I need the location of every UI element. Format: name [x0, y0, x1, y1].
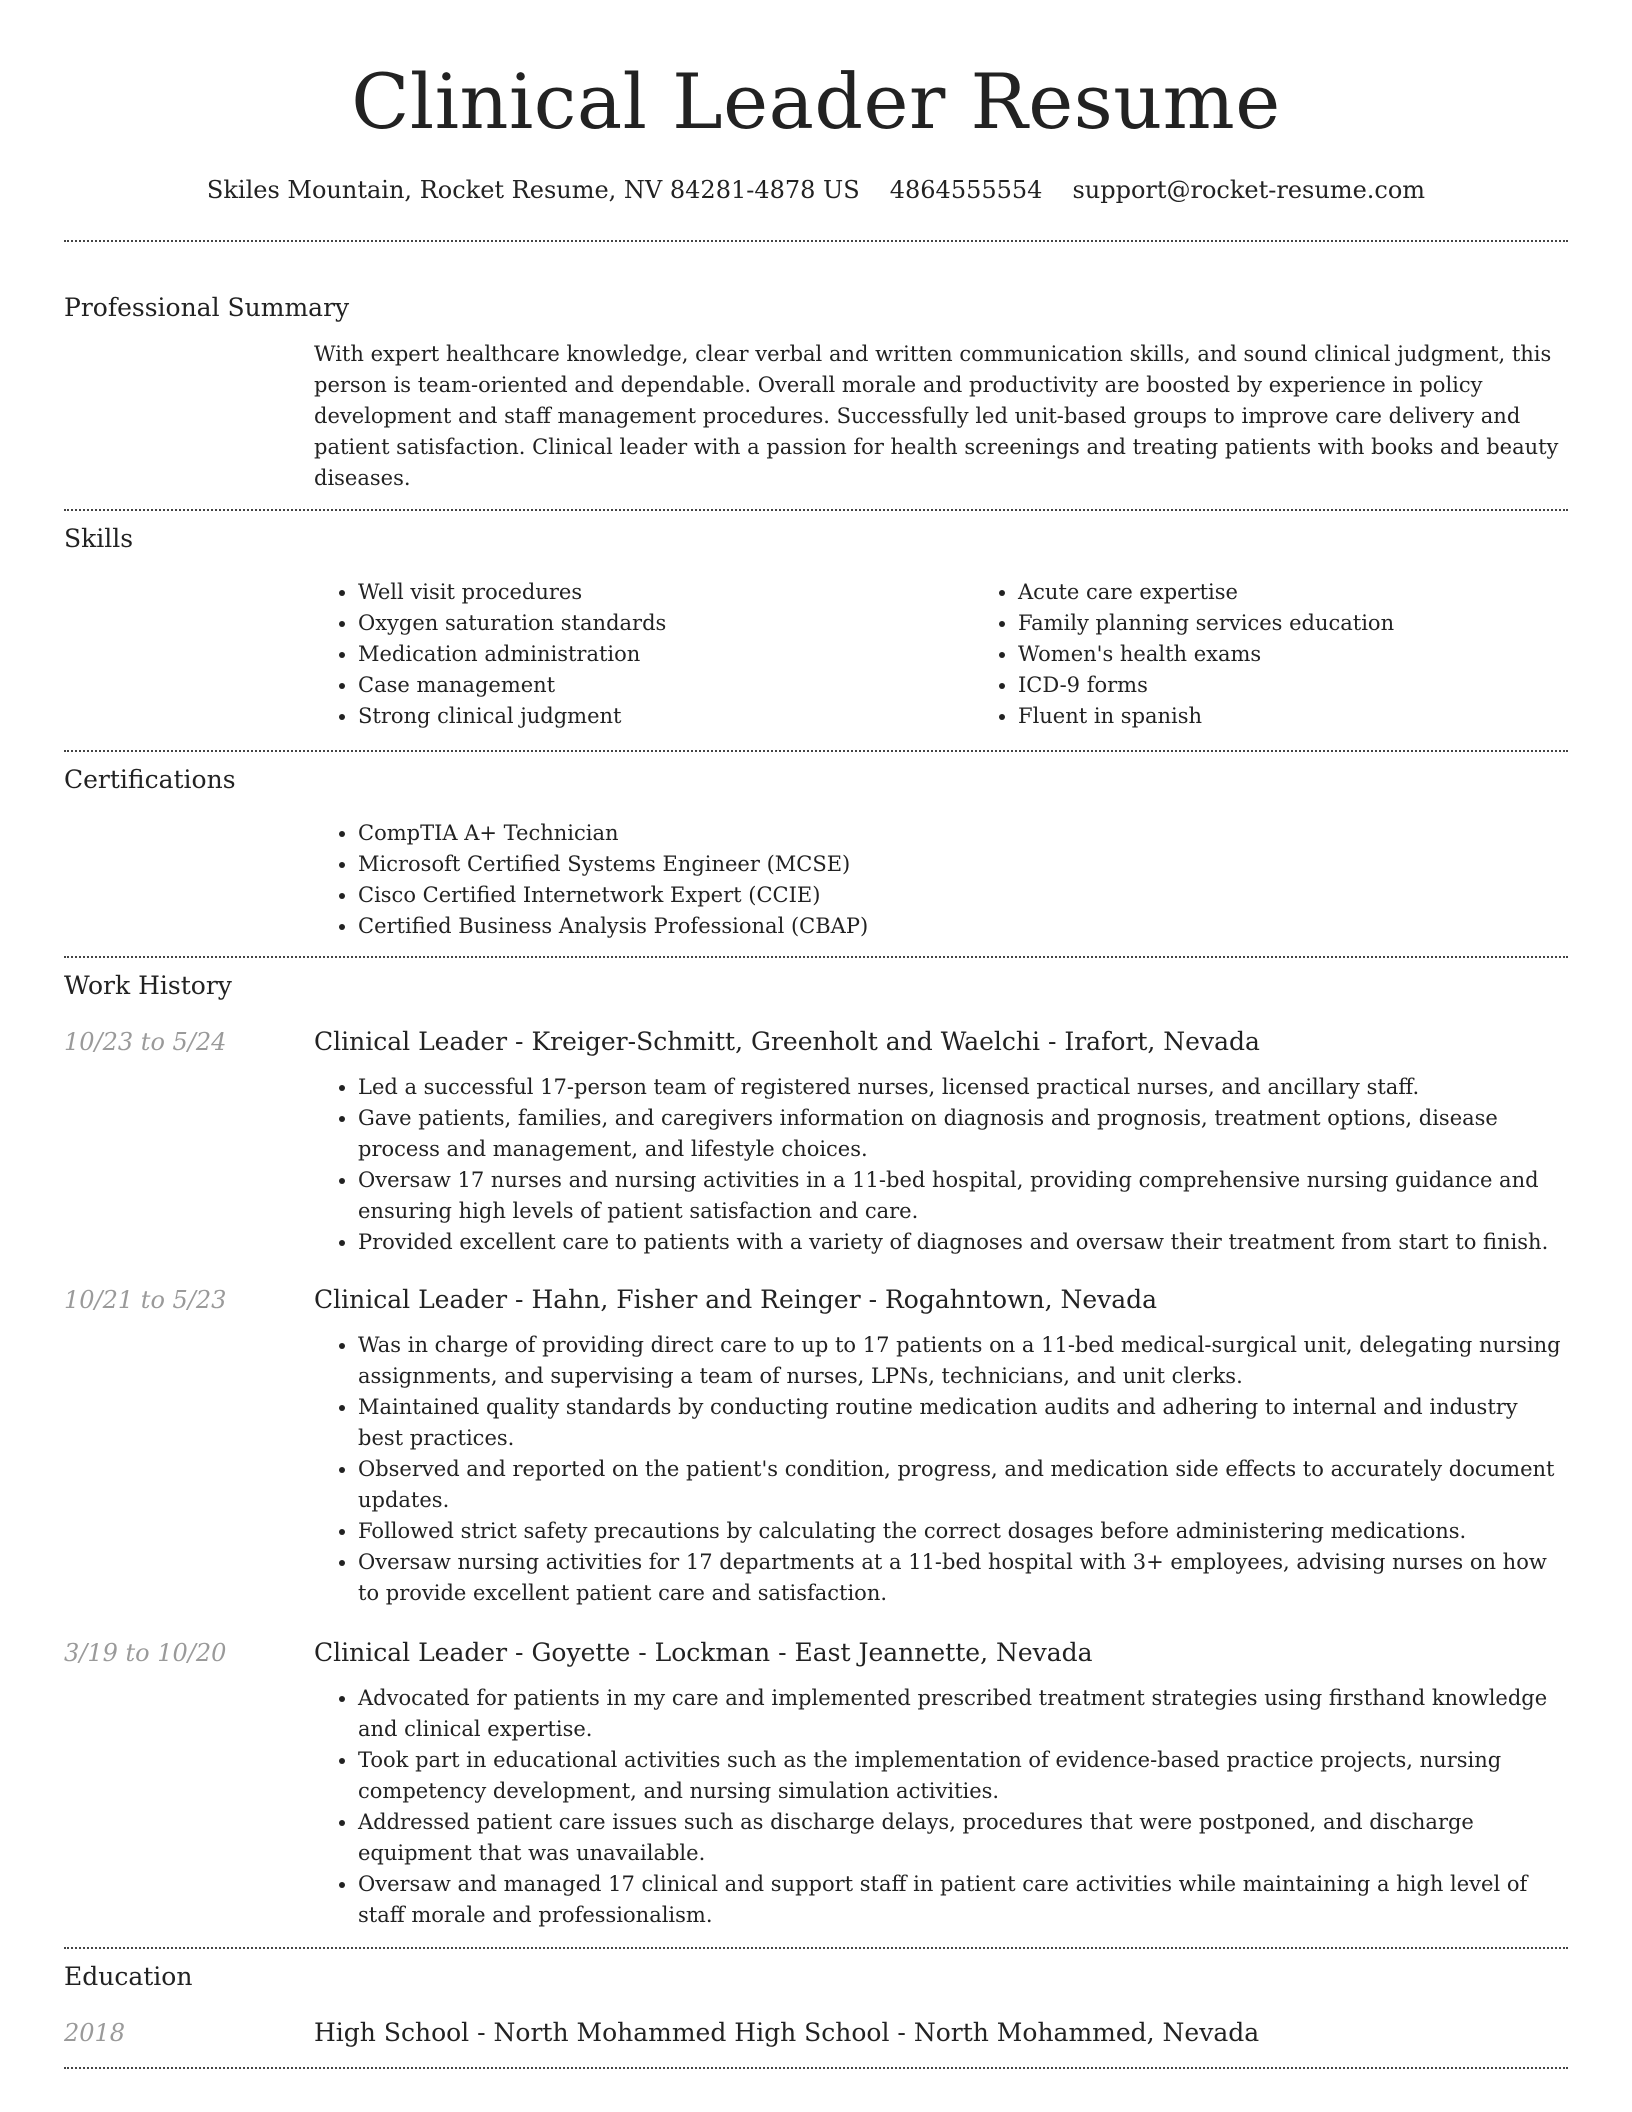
- job-bullet: • Oversaw and managed 17 clinical and support staff in patient care activities while maintaining a high level of staff morale and professionalism.: [358, 1869, 1568, 1931]
- certifications-body: [314, 818, 1568, 942]
- job-bullet: • Provided excellent care to patients with a variety of diagnoses and oversaw their treatment from start to finish.: [358, 1227, 1568, 1258]
- job-date: 3/19 to 10/20: [64, 1639, 227, 1667]
- work-history-section: [64, 958, 1568, 1931]
- certification-item: • Certified Business Analysis Professional (CBAP): [358, 911, 1568, 942]
- skills-list-right: [974, 577, 1632, 732]
- certifications-section: [64, 752, 1568, 942]
- skill-item: • Well visit procedures: [358, 577, 974, 608]
- job-title: Clinical Leader - Hahn, Fisher and Reinger - Rogahntown, Nevada: [314, 1285, 1158, 1314]
- job-date: 10/23 to 5/24: [64, 1028, 227, 1056]
- skills-list-left: [314, 577, 974, 732]
- job-bullets: [314, 1683, 1568, 1931]
- education-entry: [64, 2017, 1568, 2049]
- job-bullet: • Oversaw nursing activities for 17 departments at a 11-bed hospital with 3+ employees, advising nurses on how to provide excellent patient care and satisfaction.: [358, 1547, 1568, 1609]
- contact-email: support@rocket-resume.com: [1072, 176, 1426, 204]
- job-bullet: • Led a successful 17-person team of registered nurses, licensed practical nurses, and ancillary staff.: [358, 1072, 1568, 1103]
- job-date: 10/21 to 5/23: [64, 1286, 227, 1314]
- job-header: [64, 1284, 1568, 1316]
- divider: [64, 2067, 1568, 2069]
- job-bullets: [314, 1330, 1568, 1609]
- skill-item: • Medication administration: [358, 639, 974, 670]
- job-title: Clinical Leader - Kreiger-Schmitt, Greenholt and Waelchi - Irafort, Nevada: [314, 1027, 1260, 1056]
- contact-phone: 4864555554: [889, 176, 1043, 204]
- summary-text: With expert healthcare knowledge, clear verbal and written communication skills, and sound clinical judgment, this person is team-oriented and dependable. Overall morale and productivity are boosted by experience in policy development and staff management procedures. Successfully led unit-based groups to improve care delivery and patient satisfaction. Clinical leader with a passion for health screenings and treating patients with books and beauty diseases.: [314, 342, 1559, 490]
- certification-item: • Cisco Certified Internetwork Expert (CCIE): [358, 880, 1568, 911]
- job-bullet: • Gave patients, families, and caregivers information on diagnosis and prognosis, treatment options, disease process and management, and lifestyle choices.: [358, 1103, 1568, 1165]
- skill-item: • Fluent in spanish: [1018, 701, 1632, 732]
- section-heading-summary: Professional Summary: [64, 293, 350, 322]
- skills-grid: [314, 577, 1568, 732]
- job-header: [64, 1026, 1568, 1058]
- section-heading-skills: Skills: [64, 524, 134, 553]
- job-title: Clinical Leader - Goyette - Lockman - East Jeannette, Nevada: [314, 1638, 1093, 1667]
- job-header: [64, 1637, 1568, 1669]
- section-heading-education: Education: [64, 1962, 193, 1991]
- skill-item: • Family planning services education: [1018, 608, 1632, 639]
- skill-item: • Case management: [358, 670, 974, 701]
- skill-item: • Oxygen saturation standards: [358, 608, 974, 639]
- summary-section: [64, 242, 1568, 494]
- skill-item: • Strong clinical judgment: [358, 701, 974, 732]
- section-heading-work: Work History: [64, 971, 232, 1000]
- job-entry: [64, 1284, 1568, 1609]
- education-section: [64, 1949, 1568, 2049]
- summary-body: [314, 339, 1568, 494]
- skill-item: • ICD-9 forms: [1018, 670, 1632, 701]
- job-bullet: • Addressed patient care issues such as discharge delays, procedures that were postponed, and discharge equipment that was unavailable.: [358, 1807, 1568, 1869]
- certifications-list: [314, 818, 1568, 942]
- skill-item: • Acute care expertise: [1018, 577, 1632, 608]
- job-details: [314, 1330, 1568, 1609]
- section-heading-certifications: Certifications: [64, 765, 236, 794]
- contact-address: Skiles Mountain, Rocket Resume, NV 84281-4878 US: [206, 176, 860, 204]
- certification-item: • CompTIA A+ Technician: [358, 818, 1568, 849]
- job-bullets: [314, 1072, 1568, 1258]
- skills-section: [64, 511, 1568, 732]
- job-details: [314, 1072, 1568, 1258]
- job-bullet: • Took part in educational activities such as the implementation of evidence-based practice projects, nursing competency development, and nursing simulation activities.: [358, 1745, 1568, 1807]
- job-bullet: • Was in charge of providing direct care to up to 17 patients on a 11-bed medical-surgical unit, delegating nursing assignments, and supervising a team of nurses, LPNs, technicians, and unit clerks.: [358, 1330, 1568, 1392]
- job-bullet: • Followed strict safety precautions by calculating the correct dosages before administering medications.: [358, 1516, 1568, 1547]
- education-title: High School - North Mohammed High School - North Mohammed, Nevada: [314, 2018, 1260, 2047]
- job-bullet: • Maintained quality standards by conducting routine medication audits and adhering to internal and industry best practices.: [358, 1392, 1568, 1454]
- certification-item: • Microsoft Certified Systems Engineer (MCSE): [358, 849, 1568, 880]
- job-bullet: • Advocated for patients in my care and implemented prescribed treatment strategies using firsthand knowledge and clinical expertise.: [358, 1683, 1568, 1745]
- contact-line: [64, 174, 1568, 206]
- page-title: Clinical Leader Resume: [351, 57, 1281, 146]
- job-entry: [64, 1026, 1568, 1258]
- job-bullet: • Observed and reported on the patient's condition, progress, and medication side effects to accurately document updates.: [358, 1454, 1568, 1516]
- job-details: [314, 1683, 1568, 1931]
- skill-item: • Women's health exams: [1018, 639, 1632, 670]
- job-bullet: • Oversaw 17 nurses and nursing activities in a 11-bed hospital, providing comprehensive nursing guidance and ensuring high levels of patient satisfaction and care.: [358, 1165, 1568, 1227]
- job-entry: [64, 1637, 1568, 1931]
- education-date: 2018: [64, 2019, 126, 2047]
